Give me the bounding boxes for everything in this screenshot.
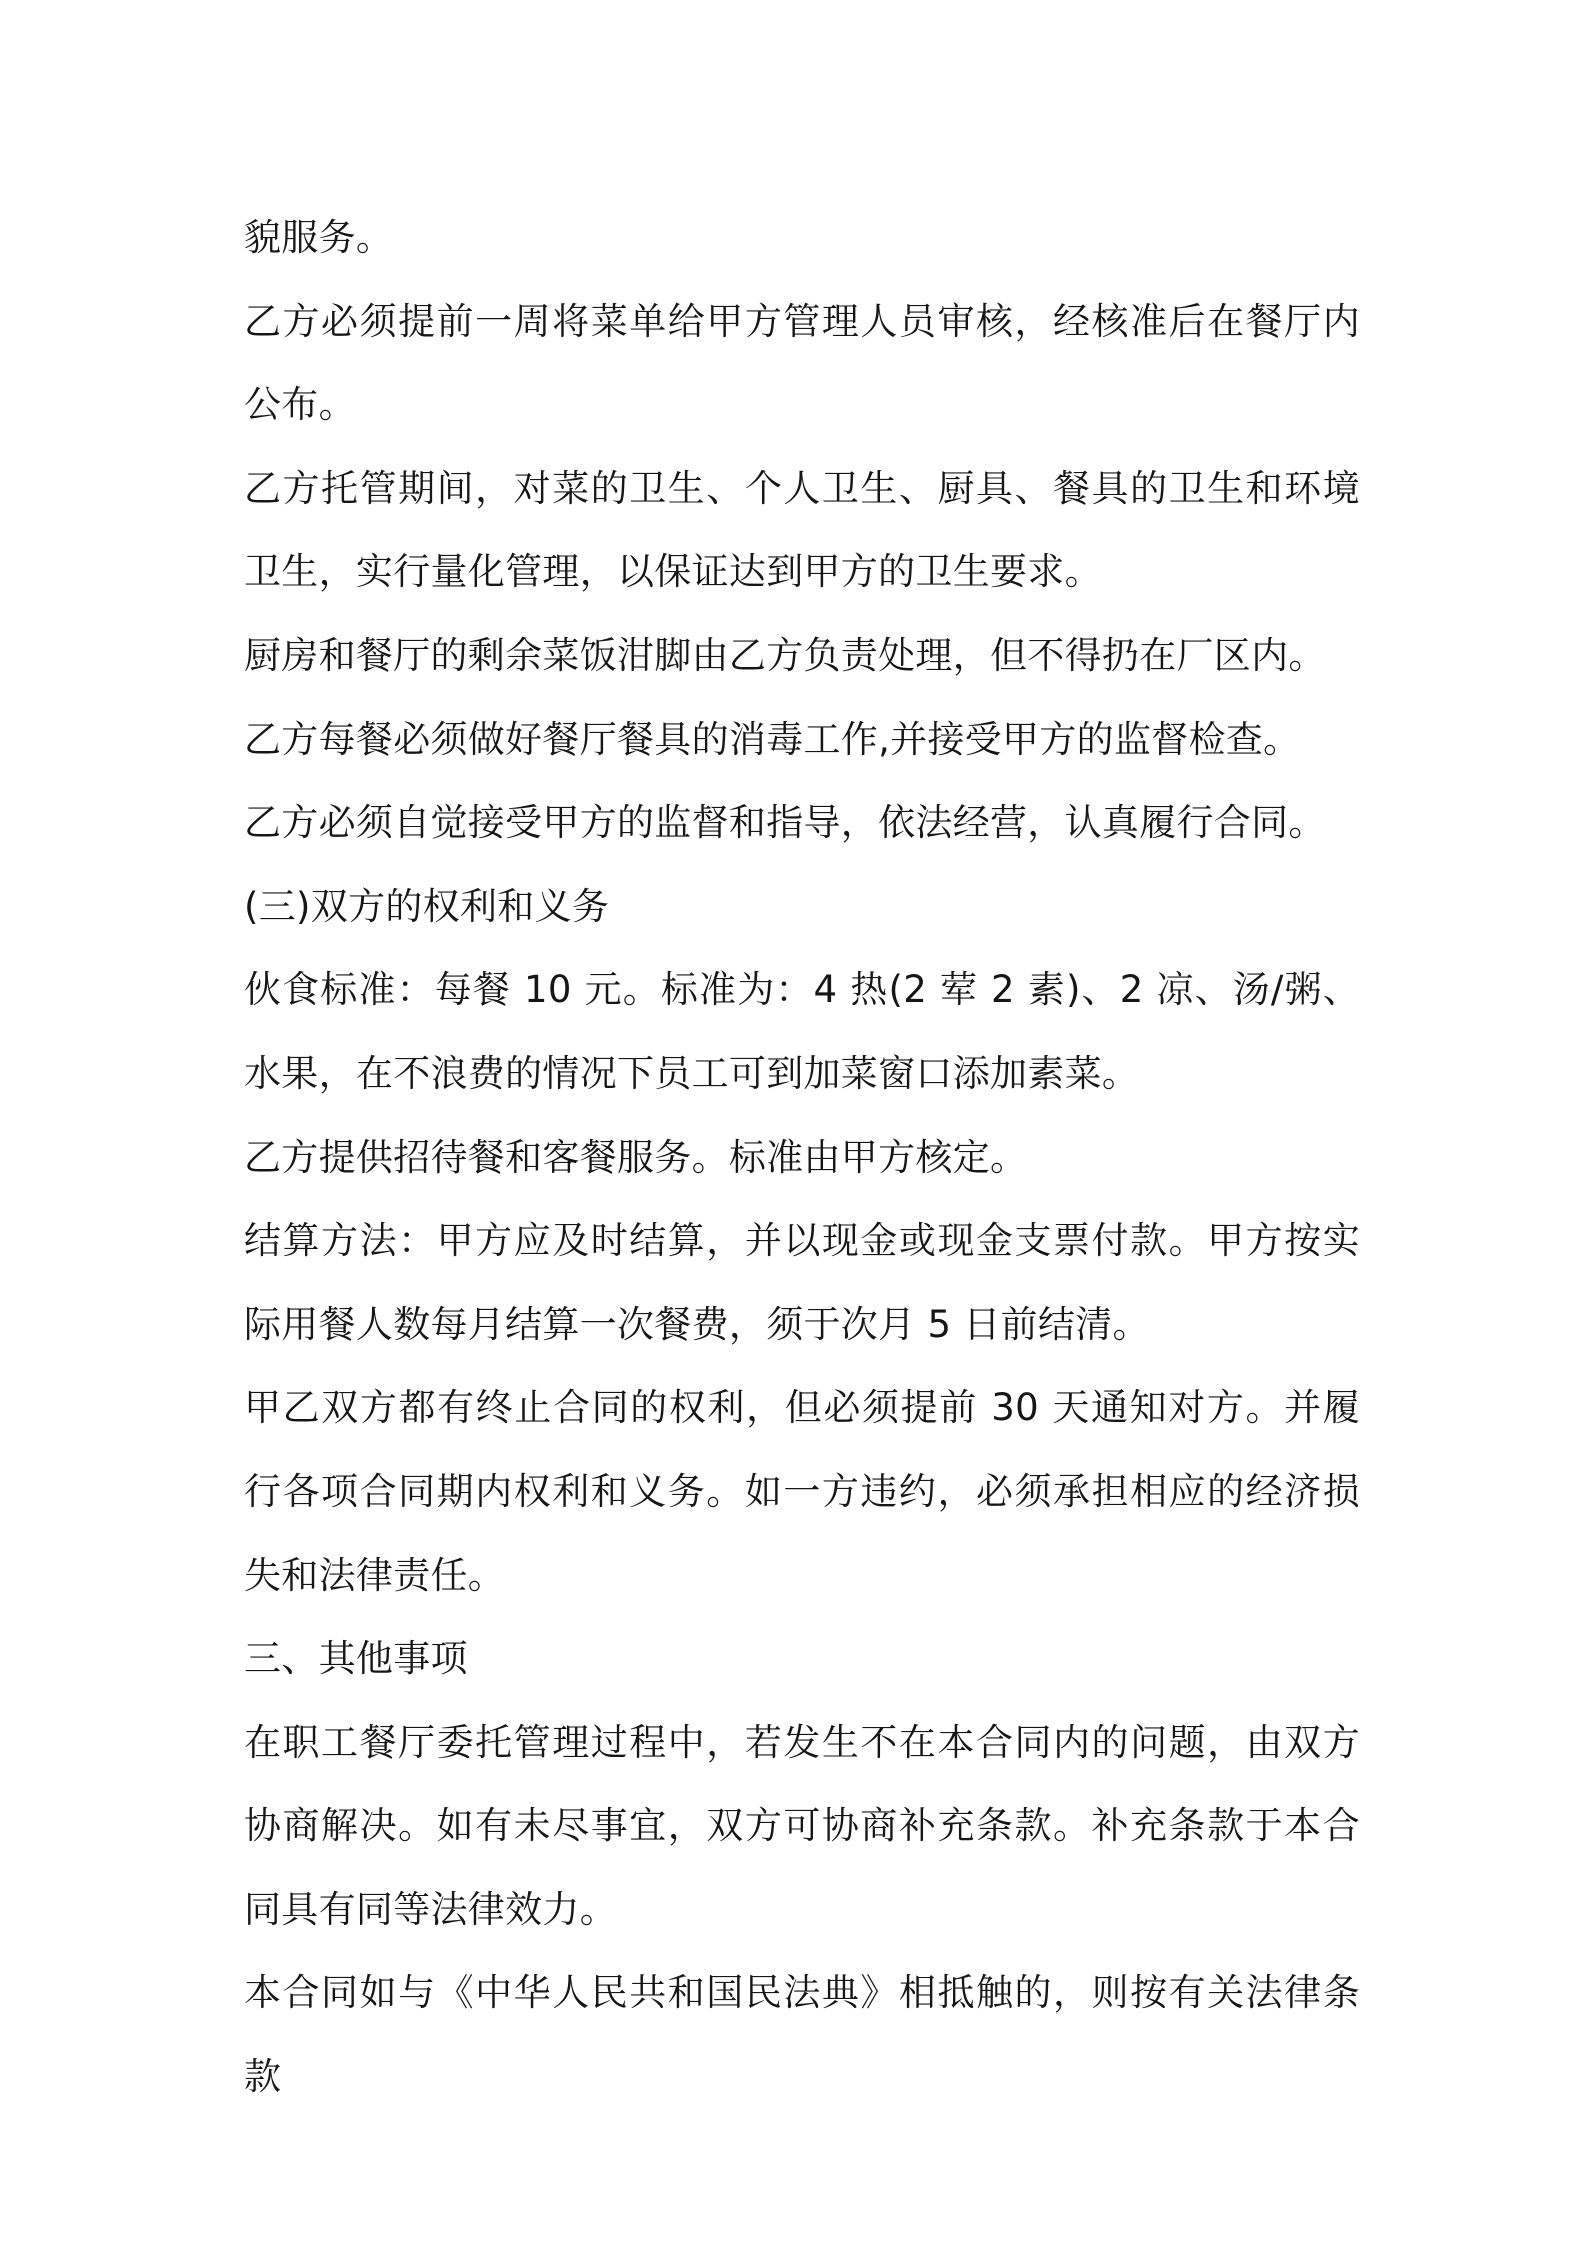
- paragraph-settlement: 结算方法：甲方应及时结算，并以现金或现金支票付款。甲方按实际用餐人数每月结算一次餐费，须于次月 5 日前结清。: [244, 1219, 1360, 1346]
- paragraph-supplementary-terms: 在职工餐厅委托管理过程中，若发生不在本合同内的问题，由双方协商解决。如有未尽事宜，双方可协商补充条款。补充条款于本合同具有同等法律效力。: [244, 1720, 1360, 1931]
- paragraph-leftover-disposal: 厨房和餐厅的剩余菜饭泔脚由乙方负责处理，但不得扔在厂区内。: [244, 633, 1326, 677]
- document-body: [244, 196, 1360, 2119]
- paragraph-menu-review: 乙方必须提前一周将菜单给甲方管理人员审核，经核准后在餐厅内公布。: [244, 299, 1360, 427]
- paragraph-disinfection: 乙方每餐必须做好餐厅餐具的消毒工作,并接受甲方的监督检查。: [244, 717, 1301, 761]
- paragraph-hygiene-management: 乙方托管期间，对菜的卫生、个人卫生、厨具、餐具的卫生和环境卫生，实行量化管理，以保证达到甲方的卫生要求。: [244, 466, 1360, 594]
- paragraph-supervision: 乙方必须自觉接受甲方的监督和指导，依法经营，认真履行合同。: [244, 801, 1326, 845]
- paragraph-service-continued: 貌服务。: [244, 216, 394, 259]
- section-heading-rights-obligations: (三)双方的权利和义务: [244, 884, 610, 928]
- section-heading-other-matters: 三、其他事项: [244, 1637, 468, 1681]
- paragraph-meal-standard: 伙食标准：每餐 10 元。标准为：4 热(2 荤 2 素)、2 凉、汤/粥、水果，在不浪费的情况下员工可到加菜窗口添加素菜。: [244, 968, 1360, 1095]
- paragraph-termination: 甲乙双方都有终止合同的权利，但必须提前 30 天通知对方。并履行各项合同期内权利和义务。如一方违约，必须承担相应的经济损失和法律责任。: [244, 1386, 1360, 1597]
- paragraph-legal-conflict: 本合同如与《中华人民共和国民法典》相抵触的，则按有关法律条款: [244, 1971, 1360, 2099]
- paragraph-guest-meals: 乙方提供招待餐和客餐服务。标准由甲方核定。: [244, 1135, 1028, 1179]
